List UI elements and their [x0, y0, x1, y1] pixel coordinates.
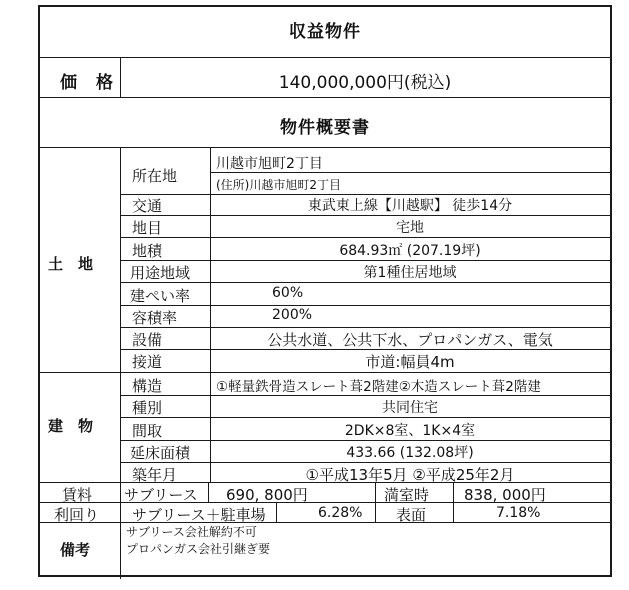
divider	[120, 462, 610, 463]
rent-sublease-label: サブリース	[124, 486, 198, 504]
far-value: 200%	[272, 307, 313, 323]
notes-label: 備考	[60, 541, 91, 559]
layout-label: 間取	[132, 422, 163, 440]
layout-value: 2DK×8室、1K×4室	[344, 423, 476, 439]
rent-label: 賃料	[62, 486, 93, 504]
divider	[210, 172, 610, 173]
coverage-label: 建ぺい率	[130, 287, 191, 305]
zoning-label: 用途地域	[130, 264, 191, 282]
transport-label: 交通	[132, 197, 163, 215]
yield-sublease-label: サブリース＋駐車場	[132, 506, 266, 524]
price-label: 価 格	[60, 73, 114, 93]
divider	[40, 372, 610, 373]
rent-sublease-value: 690, 800円	[226, 486, 308, 504]
divider	[40, 502, 610, 503]
yield-surface-value: 7.18%	[496, 505, 541, 521]
divider	[120, 147, 121, 482]
divider	[40, 57, 610, 58]
price-value: 140,000,000円(税込)	[278, 73, 452, 93]
built-value: ①平成13年5月 ②平成25年2月	[305, 466, 515, 484]
overview-title: 物件概要書	[280, 118, 370, 138]
property-sheet	[38, 5, 612, 577]
divider	[120, 327, 610, 328]
zoning-value: 第1種住居地域	[363, 265, 457, 281]
coverage-value: 60%	[272, 285, 304, 301]
floor-area-label: 延床面積	[130, 444, 191, 462]
rent-full-label: 満室時	[384, 486, 430, 504]
yield-label: 利回り	[54, 506, 100, 524]
divider	[453, 502, 454, 522]
location-label: 所在地	[132, 167, 178, 185]
notes-line1: サブリース会社解約不可	[126, 525, 257, 539]
divider	[120, 440, 610, 441]
divider	[120, 282, 610, 283]
floor-area-value: 433.66 (132.08坪)	[346, 445, 474, 461]
divider	[120, 522, 121, 579]
yield-surface-label: 表面	[396, 506, 427, 524]
building-group-label: 建 物	[48, 417, 94, 435]
divider	[120, 417, 610, 418]
road-value: 市道:幅員4m	[365, 353, 455, 371]
far-label: 容積率	[132, 309, 178, 327]
yield-sublease-value: 6.28%	[318, 505, 363, 521]
divider	[120, 215, 610, 216]
location-value: 川越市旭町2丁目	[216, 156, 323, 172]
divider	[120, 395, 610, 396]
divider	[40, 97, 610, 98]
area-label: 地積	[132, 242, 163, 260]
type-label: 種別	[132, 399, 163, 417]
rent-full-value: 838, 000円	[464, 486, 546, 504]
divider	[453, 482, 454, 502]
land-group-label: 土 地	[48, 255, 94, 273]
category-value: 宅地	[396, 220, 424, 236]
sheet-title: 収益物件	[289, 22, 361, 42]
built-label: 築年月	[132, 466, 178, 484]
structure-label: 構造	[132, 377, 163, 395]
facilities-value: 公共水道、公共下水、プロパンガス、電気	[267, 331, 553, 349]
facilities-label: 設備	[132, 331, 163, 349]
divider	[40, 482, 610, 483]
area-value: 684.93㎡ (207.19坪)	[339, 243, 481, 259]
divider	[120, 349, 610, 350]
divider	[40, 147, 610, 148]
transport-value: 東武東上線【川越駅】 徒歩14分	[307, 198, 513, 214]
structure-value: ①軽量鉄骨造スレート葺2階建②木造スレート葺2階建	[216, 379, 541, 395]
road-label: 接道	[132, 353, 163, 371]
divider	[120, 260, 610, 261]
divider	[120, 237, 610, 238]
category-label: 地目	[132, 219, 163, 237]
type-value: 共同住宅	[382, 400, 438, 416]
divider	[208, 482, 209, 502]
notes-line2: プロパンガス会社引継ぎ要	[126, 542, 271, 556]
divider	[276, 502, 277, 522]
divider	[120, 305, 610, 306]
address-value: (住所)川越市旭町2丁目	[216, 178, 341, 192]
